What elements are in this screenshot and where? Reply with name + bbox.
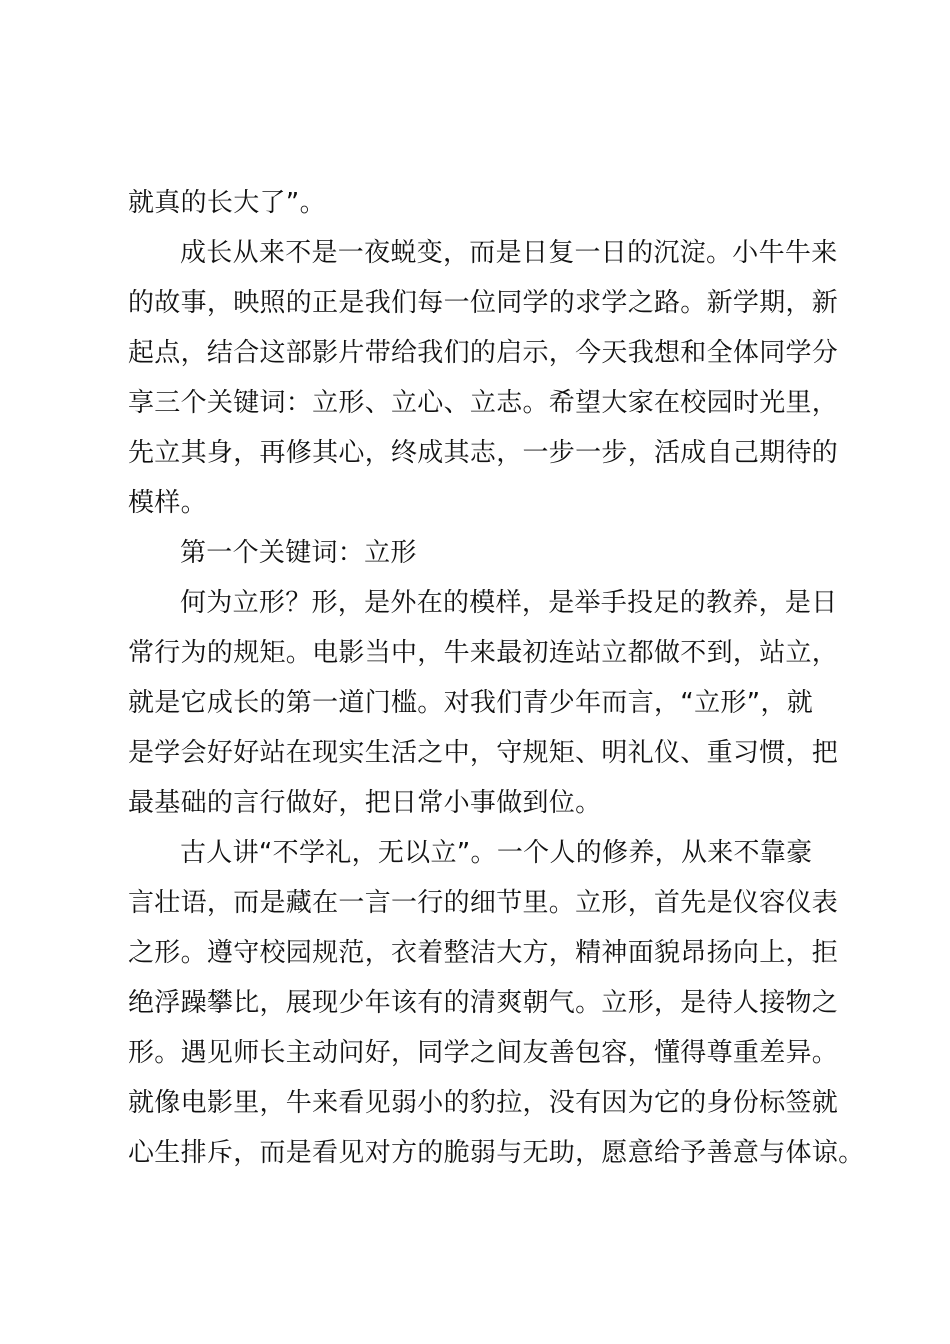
text-line: 模样。 (128, 488, 207, 518)
text-line: 绝浮躁攀比，展现少年该有的清爽朝气。立形，是待人接物之 (128, 988, 839, 1018)
text-line: 先立其身，再修其心，终成其志，一步一步，活成自己期待的 (128, 438, 839, 468)
text-line: 的故事，映照的正是我们每一位同学的求学之路。新学期，新 (128, 288, 839, 318)
paragraph-first-line: 成长从来不是一夜蜕变，而是日复一日的沉淀。小牛牛来 (180, 238, 838, 268)
paragraph-first-line: 何为立形？形，是外在的模样，是举手投足的教养，是日 (180, 588, 838, 618)
text-line: 最基础的言行做好，把日常小事做到位。 (128, 788, 602, 818)
text-line: 就真的长大了”。 (128, 188, 326, 218)
text-line: 心生排斥，而是看见对方的脆弱与无助，愿意给予善意与体谅。 (128, 1138, 865, 1168)
text-line: 言壮语，而是藏在一言一行的细节里。立形，首先是仪容仪表 (128, 888, 839, 918)
text-line: 起点，结合这部影片带给我们的启示，今天我想和全体同学分 (128, 338, 839, 368)
section-heading: 第一个关键词：立形 (180, 538, 417, 568)
text-line: 就像电影里，牛来看见弱小的豹拉，没有因为它的身份标签就 (128, 1088, 839, 1118)
text-line: 是学会好好站在现实生活之中，守规矩、明礼仪、重习惯，把 (128, 738, 839, 768)
text-line: 享三个关键词：立形、立心、立志。希望大家在校园时光里， (128, 388, 839, 418)
text-line: 之形。遵守校园规范，衣着整洁大方，精神面貌昂扬向上，拒 (128, 938, 839, 968)
document-body (128, 178, 865, 1178)
text-line: 常行为的规矩。电影当中，牛来最初连站立都做不到，站立， (128, 638, 839, 668)
text-line: 就是它成长的第一道门槛。对我们青少年而言，“立形”，就 (128, 688, 814, 718)
text-line: 形。遇见师长主动问好，同学之间友善包容，懂得尊重差异。 (128, 1038, 839, 1068)
paragraph-first-line: 古人讲“不学礼，无以立”。一个人的修养，从来不靠豪 (180, 838, 813, 868)
